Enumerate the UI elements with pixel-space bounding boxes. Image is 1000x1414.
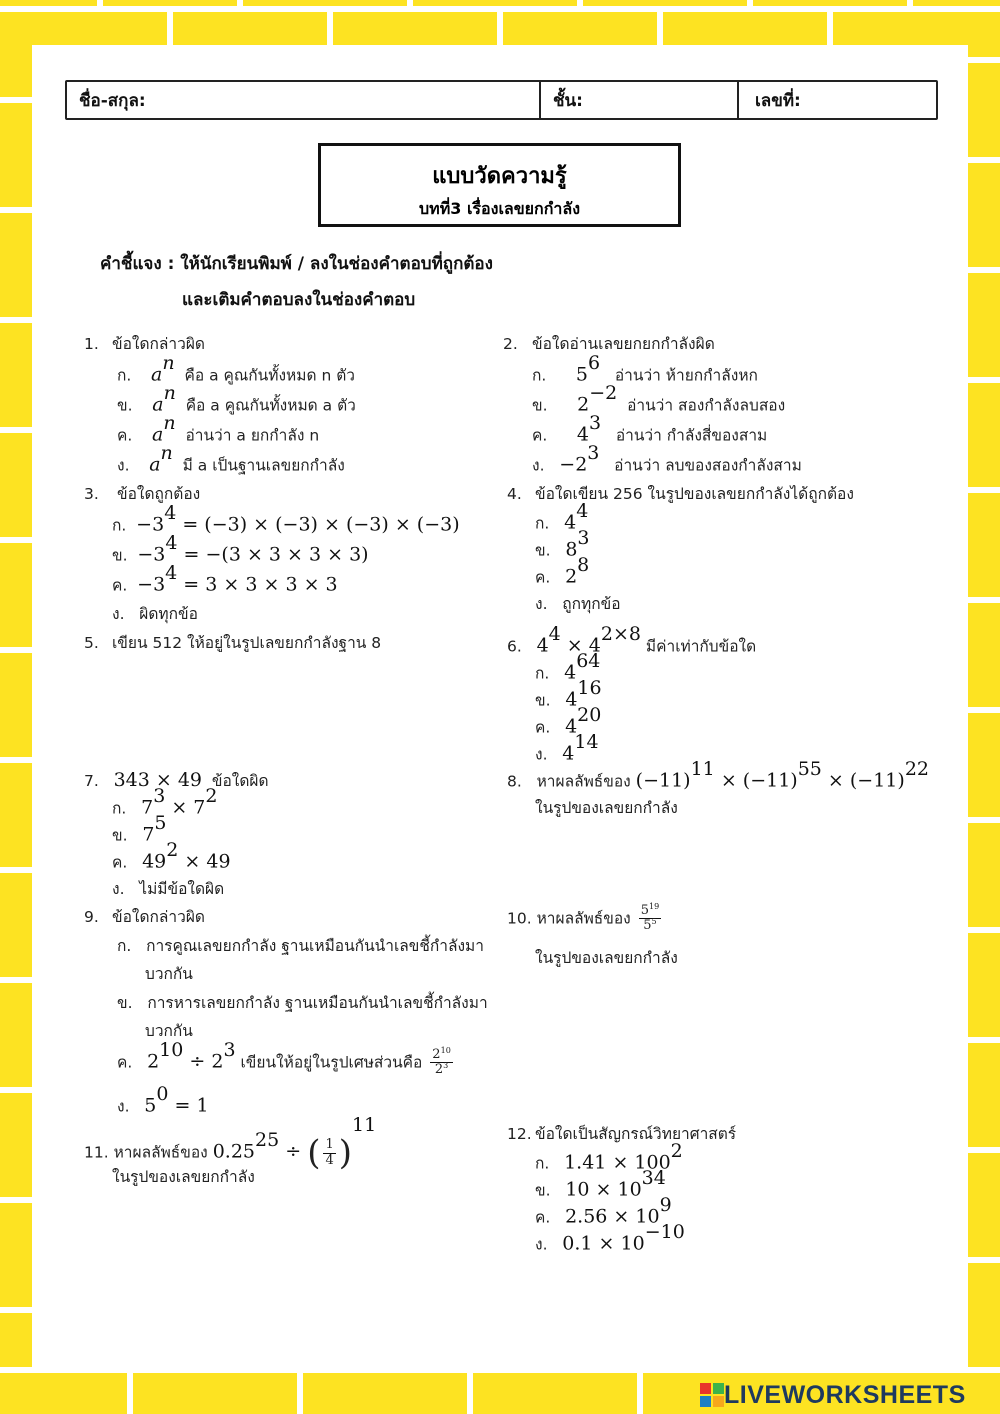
q4-number: 4. — [507, 485, 522, 503]
q4-text: ข้อใดเขียน 256 ในรูปของเลขยกกำลังได้ถูกต้อง — [535, 485, 854, 503]
header-divider — [539, 82, 541, 118]
q1-choice-d[interactable]: ง. $a^n$ มี a เป็นฐานเลขยกกำลัง — [117, 442, 345, 476]
q10-line2: ในรูปของเลขยกกำลัง — [535, 949, 678, 967]
q3-choice-b[interactable]: ข. $-3^4 = -(3 \times 3 \times 3 \times 3)$ — [112, 532, 369, 566]
title-sub: บทที่3 เรื่องเลขยกกำลัง — [419, 199, 580, 218]
student-info-header — [65, 80, 938, 120]
instruction-line1: คำชี้แจง : ให้นักเรียนพิมพ์ / ลงในช่องคำตอบที่ถูกต้อง — [100, 254, 493, 274]
q11-question: 11. หาผลลัพธ์ของ $0.25^{25}$ ÷ ( $\frac{1}{4}$ )$^{11}$ — [84, 1114, 377, 1174]
q1-choice-a[interactable]: ก. $a^n$ คือ a คูณกันทั้งหมด n ตัว — [117, 352, 355, 386]
q12-choice-c[interactable]: ค. $2.56 \times 10^9$ — [535, 1194, 672, 1228]
instruction-line2: และเติมคำตอบลงในช่องคำตอบ — [182, 290, 416, 310]
q7-choice-c[interactable]: ค. $49^2 \times 49$ — [112, 839, 231, 873]
q6-choice-d[interactable]: ง. $4^{14}$ — [535, 731, 599, 765]
q5-number: 5. — [84, 634, 99, 652]
q9-choice-b-cont: บวกกัน — [145, 1022, 193, 1040]
q12-choice-a[interactable]: ก. $1.41 \times 100^2$ — [535, 1140, 683, 1174]
q2-choice-d[interactable]: ง. $-2^3$ อ่านว่า ลบของสองกำลังสาม — [532, 442, 802, 476]
q1-choice-c[interactable]: ค. $a^n$ อ่านว่า a ยกกำลัง n — [117, 412, 320, 446]
name-field[interactable] — [79, 82, 146, 118]
logo-text: LIVEWORKSHEETS — [724, 1380, 966, 1409]
q3-choice-d[interactable]: ง. ผิดทุกข้อ — [112, 605, 198, 623]
q9-choice-b[interactable]: ข. การหารเลขยกกำลัง ฐานเหมือนกันนำเลขชี้กำลังมา — [117, 994, 488, 1012]
q1-text: ข้อใดกล่าวผิด — [112, 335, 205, 353]
q9-text: ข้อใดกล่าวผิด — [112, 908, 205, 926]
q3-text: ข้อใดถูกต้อง — [117, 485, 201, 503]
q2-choice-c[interactable]: ค. $4^3$ อ่านว่า กำลังสี่ของสาม — [532, 412, 768, 446]
q10-question: 10. หาผลลัพธ์ของ $\frac{5^{19}}{5^5}$ — [507, 902, 660, 934]
q6-choice-a[interactable]: ก. $4^{64}$ — [535, 650, 601, 684]
number-field[interactable] — [755, 82, 801, 118]
q11-line2: ในรูปของเลขยกกำลัง — [112, 1168, 255, 1186]
liveworksheets-icon — [700, 1383, 724, 1407]
q6-choice-b[interactable]: ข. $4^{16}$ — [535, 677, 602, 711]
q6-choice-c[interactable]: ค. $4^{20}$ — [535, 704, 602, 738]
q2-choice-a[interactable]: ก. $5^6$ อ่านว่า ห้ายกกำลังหก — [532, 352, 758, 386]
q3-number: 3. — [84, 485, 99, 503]
q8-line2: ในรูปของเลขยกกำลัง — [535, 799, 678, 817]
class-field[interactable] — [553, 82, 583, 118]
q12-choice-d[interactable]: ง. $0.1 \times 10^{-10}$ — [535, 1221, 685, 1255]
q4-choice-b[interactable]: ข. $8^3$ — [535, 527, 590, 561]
q4-choice-c[interactable]: ค. $2^8$ — [535, 554, 590, 588]
q9-choice-c[interactable]: ค. $2^{10} \div 2^3$ เขียนให้อยู่ในรูปเศษส่วนคือ $\frac{2^{10}}{2^3}$ — [117, 1038, 451, 1078]
title-box — [318, 143, 681, 227]
q1-choice-b[interactable]: ข. $a^n$ คือ a คูณกันทั้งหมด a ตัว — [117, 382, 356, 416]
q12-number: 12. — [507, 1125, 532, 1143]
q5-text: เขียน 512 ให้อยู่ในรูปเลขยกกำลังฐาน 8 — [112, 634, 382, 652]
q7-choice-a[interactable]: ก. $7^3 \times 7^2$ — [112, 785, 218, 819]
number-label: เลขที่: — [755, 90, 801, 111]
q7-choice-d[interactable]: ง. ไม่มีข้อใดผิด — [112, 880, 225, 898]
title-main: แบบวัดความรู้ — [432, 164, 567, 189]
q3-choice-a[interactable]: ก. $-3^4 = (-3) \times (-3) \times (-3) \times (-3)$ — [112, 502, 460, 536]
q2-number: 2. — [503, 335, 518, 353]
q9-choice-a[interactable]: ก. การคูณเลขยกกำลัง ฐานเหมือนกันนำเลขชี้กำลังมา — [117, 937, 484, 955]
q9-fraction: $\frac{2^{10}}{2^3}$ — [432, 1046, 451, 1078]
q9-choice-a-cont: บวกกัน — [145, 965, 193, 983]
q2-text: ข้อใดอ่านเลขยกยกกำลังผิด — [532, 335, 715, 353]
header-divider — [737, 82, 739, 118]
q8-question: 8. หาผลลัพธ์ของ $(-11)^{11} \times (-11)^{55} \times (-11)^{22}$ — [507, 758, 929, 792]
q12-text: ข้อใดเป็นสัญกรณ์วิทยาศาสตร์ — [535, 1125, 737, 1143]
q12-choice-b[interactable]: ข. $10 \times 10^{34}$ — [535, 1167, 666, 1201]
q3-choice-c[interactable]: ค. $-3^4 = 3 \times 3 \times 3 \times 3$ — [112, 562, 338, 596]
liveworksheets-logo — [700, 1380, 1000, 1410]
q6-question: 6. $4^4 \times 4^{2\times 8}$ มีค่าเท่ากับข้อใด — [507, 623, 757, 657]
name-label: ชื่อ-สกุล: — [79, 90, 146, 111]
q11-fraction: $\frac{1}{4}$ — [325, 1137, 334, 1168]
q2-choice-b[interactable]: ข. $2^{-2}$ อ่านว่า สองกำลังลบสอง — [532, 382, 786, 416]
q9-choice-d[interactable]: ง. $5^0 = 1$ — [117, 1083, 209, 1117]
q9-number: 9. — [84, 908, 99, 926]
q4-choice-a[interactable]: ก. $4^4$ — [535, 500, 589, 534]
q1-number: 1. — [84, 335, 99, 353]
q10-fraction: $\frac{5^{19}}{5^5}$ — [640, 902, 660, 934]
q7-choice-b[interactable]: ข. $7^5$ — [112, 812, 167, 846]
q4-choice-d[interactable]: ง. ถูกทุกข้อ — [535, 595, 621, 613]
class-label: ชั้น: — [553, 90, 583, 111]
q7-question: 7. 343 × 49 ข้อใดผิด — [84, 769, 269, 791]
